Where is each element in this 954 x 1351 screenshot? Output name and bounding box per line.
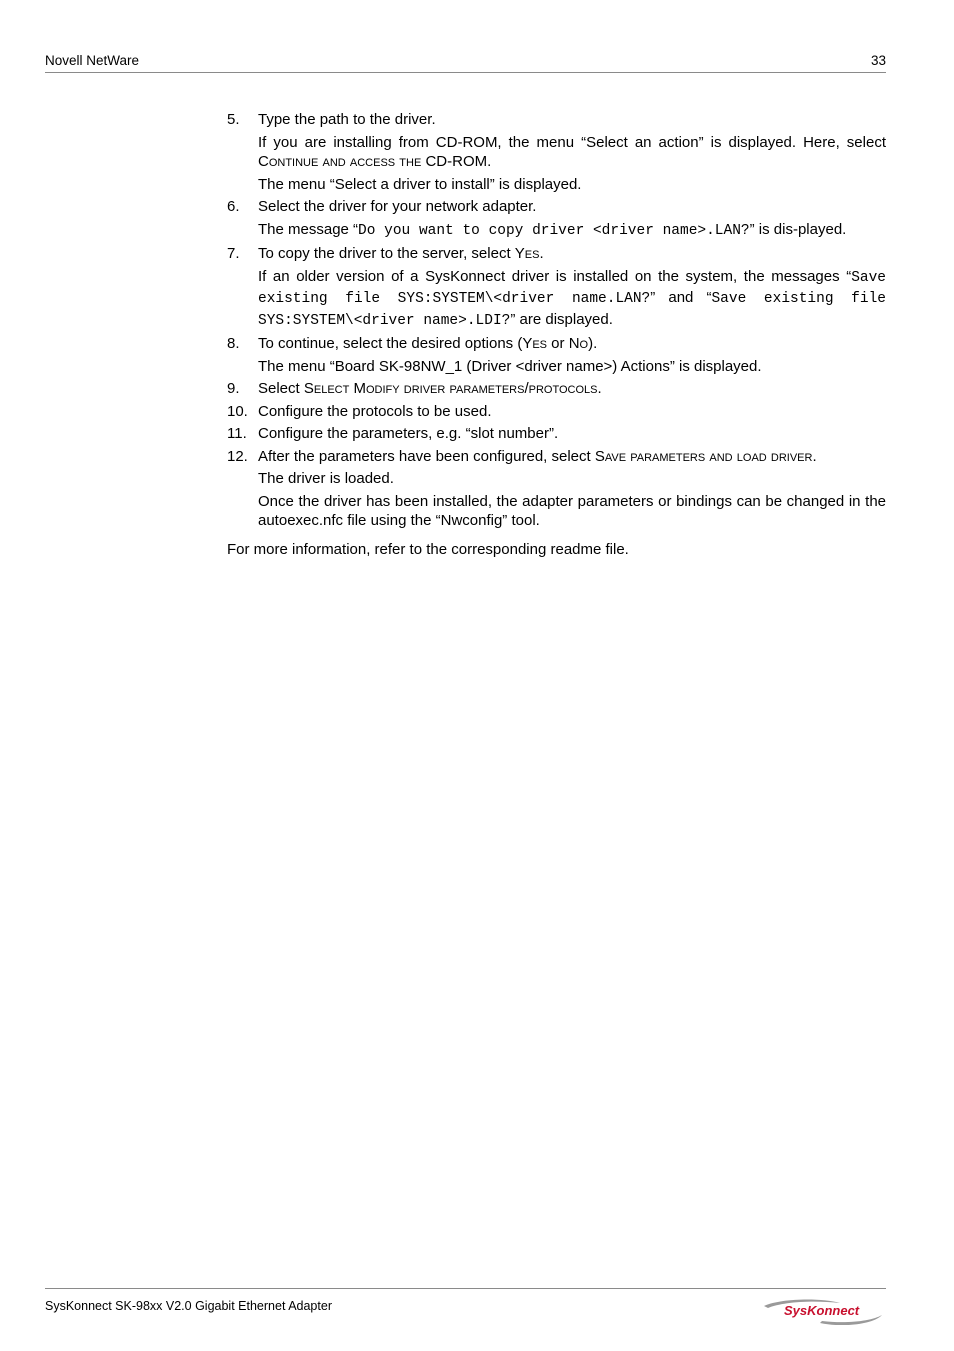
step-text: Select the driver for your network adapter. [258,198,537,215]
footer-text: SysKonnect SK-98xx V2.0 Gigabit Ethernet Adapter [45,1299,332,1313]
step-number: 7. [227,245,240,262]
step-11 [227,424,886,444]
menu-option-yes: Yes [522,335,548,352]
step-text: Configure the parameters, e.g. “slot number”. [258,425,559,442]
menu-option-save: Save parameters and load driver [594,447,813,465]
step-9 [227,379,886,399]
step-5-cdrom-note: If you are installing from CD-ROM, the menu “Select an action” is displayed. Here, select Continue and access the CD-ROM. [258,133,886,170]
step-number: 8. [227,335,240,352]
page-number: 33 [870,53,886,68]
step-number: 5. [227,111,240,128]
step-number: 11. [227,425,247,442]
instruction-list [227,110,886,559]
logo-text: SysKonnect [784,1303,860,1318]
step-8 [227,334,886,376]
step-text: To copy the driver to the server, select Yes. [258,245,544,262]
menu-option-yes: Yes [514,245,540,262]
closing-paragraph: For more information, refer to the corresponding readme file. [227,540,629,558]
step-12-note: Once the driver has been installed, the adapter parameters or bindings can be changed in the autoexec.nfc file using the “Nwconfig” tool. [258,492,886,529]
step-text: After the parameters have been configured, select Save parameters and load driver. [258,447,817,465]
step-5 [227,110,886,194]
step-8-result: The menu “Board SK-98NW_1 (Driver <driver name>) Actions” is displayed. [258,357,762,375]
step-6-message: The message “Do you want to copy driver <driver name>.LAN?” is dis-played. [258,220,847,239]
page-footer [45,1288,886,1313]
menu-option-modify: Select Modify driver parameters/protocols [303,380,598,397]
step-text: Configure the protocols to be used. [258,402,492,420]
step-5-result: The menu “Select a driver to install” is displayed. [258,175,582,193]
page-header [45,52,886,73]
step-number: 6. [227,198,240,215]
step-7-messages: If an older version of a SysKonnect driver is installed on the system, the messages “Save existing file SYS:SYSTEM\<driver name.LAN?” and “Save existing file SYS:SYSTEM\<driver name>.LDI?” are displayed. [258,267,886,329]
step-number: 12. [227,447,248,465]
step-10 [227,402,886,422]
step-number: 10. [227,402,248,420]
syskonnect-logo [762,1297,884,1325]
system-message: Do you want to copy driver <driver name>.LAN? [358,222,750,239]
step-number: 9. [227,380,240,397]
step-text: Type the path to the driver. [258,111,436,128]
step-6 [227,197,886,241]
menu-option-continue: Continue and access the [258,153,422,170]
step-text: To continue, select the desired options (Yes or No). [258,335,598,352]
step-12-result: The driver is loaded. [258,470,394,487]
system-message: Save existing file SYS:SYSTEM\<driver name.LAN? [258,269,886,307]
step-7 [227,244,886,331]
header-title: Novell NetWare [45,53,140,68]
menu-option-no: No [568,335,589,352]
step-12 [227,447,886,531]
step-text: Select Select Modify driver parameters/protocols. [258,380,602,397]
system-message: Save existing file SYS:SYSTEM\<driver name>.LDI? [258,291,886,329]
